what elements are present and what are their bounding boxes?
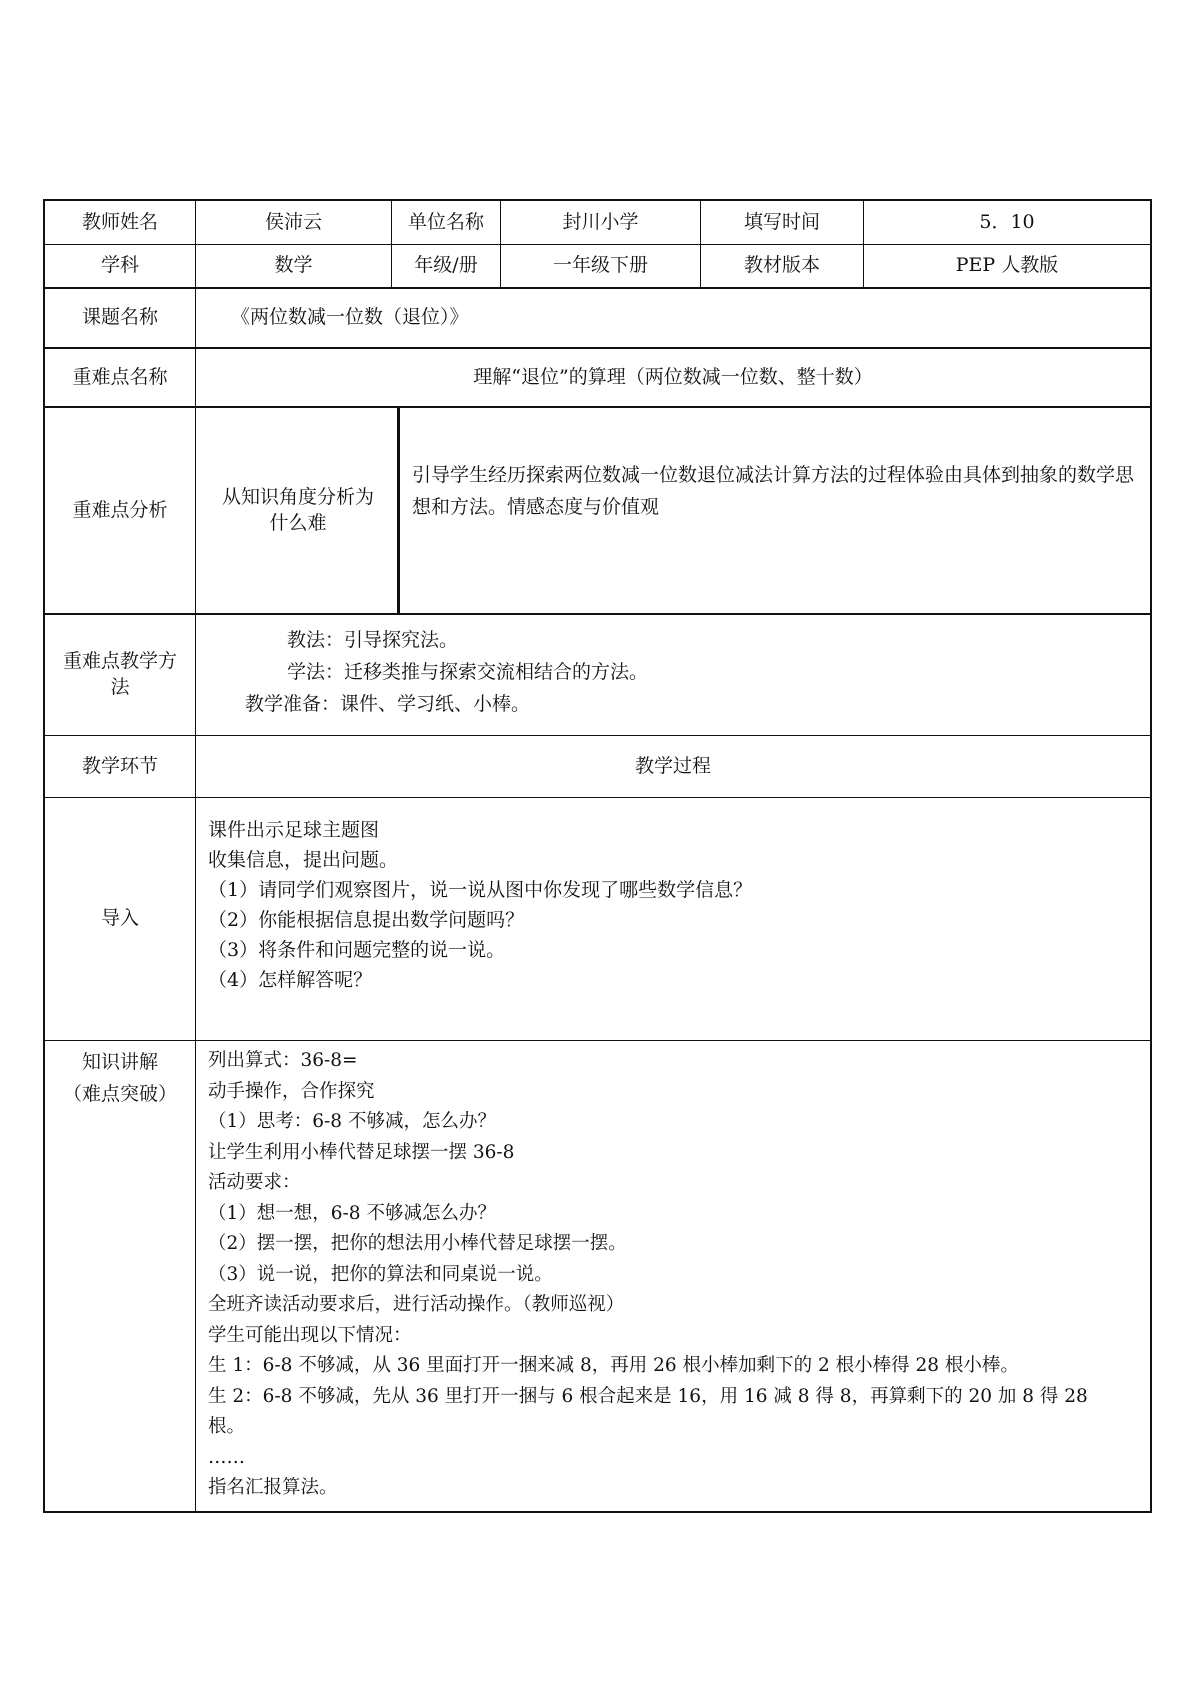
value-teacher-name: 侯沛云 xyxy=(264,210,322,233)
label-knowledge-line1: 知识讲解 xyxy=(81,1051,158,1073)
knowledge-lines xyxy=(208,1046,1143,1504)
value-fill-date: 5．10 xyxy=(979,210,1035,233)
knowledge-line: 根。 xyxy=(208,1416,246,1437)
row-divider xyxy=(45,1040,1150,1041)
label-textbook-edition: 教材版本 xyxy=(743,254,820,277)
label-teaching-process: 教学过程 xyxy=(634,754,711,777)
value-key-point: 理解“退位”的算理（两位数减一位数、整十数） xyxy=(473,365,873,388)
col-divider xyxy=(397,406,400,613)
intro-line: 课件出示足球主题图 xyxy=(208,819,380,841)
label-teaching-method: 重难点教学方法 xyxy=(62,650,177,698)
value-textbook-edition: PEP 人教版 xyxy=(955,254,1059,277)
intro-line: （4）怎样解答呢？ xyxy=(208,969,373,991)
knowledge-line: （2）摆一摆，把你的想法用小棒代替足球摆一摆。 xyxy=(208,1233,627,1254)
knowledge-line: 指名汇报算法。 xyxy=(208,1477,338,1498)
label-school-name: 单位名称 xyxy=(407,210,484,233)
intro-line: （1）请同学们观察图片，说一说从图中你发现了哪些数学信息？ xyxy=(208,879,753,901)
label-knowledge-line2: （难点突破） xyxy=(62,1083,177,1105)
knowledge-line: 列出算式：36-8= xyxy=(208,1050,358,1071)
label-knowledge xyxy=(45,1046,195,1110)
value-topic: 《两位数减一位数（退位）》 xyxy=(231,306,469,329)
knowledge-line: 让学生利用小棒代替足球摆一摆 36-8 xyxy=(208,1141,515,1163)
knowledge-line: （1）想一想，6-8 不够减怎么办？ xyxy=(208,1202,496,1224)
label-teacher-name: 教师姓名 xyxy=(81,210,158,233)
analysis-text: 引导学生经历探索两位数减一位数退位减法计算方法的过程体验由具体到抽象的数学思想和方法。情感态度与价值观 xyxy=(412,464,1135,518)
knowledge-line: （3）说一说，把你的算法和同桌说一说。 xyxy=(208,1263,553,1285)
label-intro: 导入 xyxy=(100,907,139,930)
intro-lines xyxy=(208,815,1138,995)
lesson-plan-table xyxy=(43,199,1152,1513)
knowledge-line: 活动要求： xyxy=(208,1172,301,1193)
intro-line: （3）将条件和问题完整的说一说。 xyxy=(208,939,506,961)
label-fill-date: 填写时间 xyxy=(743,210,820,233)
intro-line: （2）你能根据信息提出数学问题吗？ xyxy=(208,909,525,931)
value-school-name: 封川小学 xyxy=(562,210,639,233)
label-grade: 年级/册 xyxy=(414,254,478,277)
row-divider xyxy=(45,797,1150,798)
method-teaching: 教法：引导探究法。 xyxy=(287,629,459,651)
knowledge-line: …… xyxy=(208,1446,245,1468)
row-divider xyxy=(45,613,1150,615)
method-learning: 学法：迁移类推与探索交流相结合的方法。 xyxy=(287,661,649,683)
method-lines xyxy=(245,624,1125,720)
label-topic: 课题名称 xyxy=(81,306,158,329)
knowledge-line: 全班齐读活动要求后，进行活动操作。（教师巡视） xyxy=(208,1294,625,1315)
knowledge-line: 生 1：6-8 不够减，从 36 里面打开一捆来减 8，再用 26 根小棒加剩下的 2 根小棒得 28 根小棒。 xyxy=(208,1355,1019,1376)
method-preparation: 教学准备：课件、学习纸、小棒。 xyxy=(245,693,531,715)
label-teaching-stage: 教学环节 xyxy=(81,754,158,777)
knowledge-line: （1）思考：6-8 不够减，怎么办？ xyxy=(208,1111,496,1132)
label-subject: 学科 xyxy=(100,254,139,277)
knowledge-line: 学生可能出现以下情况： xyxy=(208,1324,412,1346)
intro-line: 收集信息，提出问题。 xyxy=(208,849,399,871)
label-analysis: 重难点分析 xyxy=(72,498,168,521)
label-key-point: 重难点名称 xyxy=(72,365,168,388)
knowledge-line: 生 2：6-8 不够减，先从 36 里打开一捆与 6 根合起来是 16，用 16 减 8 得 8，再算剩下的 20 加 8 得 28 xyxy=(208,1385,1088,1407)
analysis-sub-label: 从知识角度分析为什么难 xyxy=(221,485,374,534)
value-grade: 一年级下册 xyxy=(552,254,648,277)
value-subject: 数学 xyxy=(274,254,313,277)
knowledge-line: 动手操作，合作探究 xyxy=(208,1080,375,1102)
